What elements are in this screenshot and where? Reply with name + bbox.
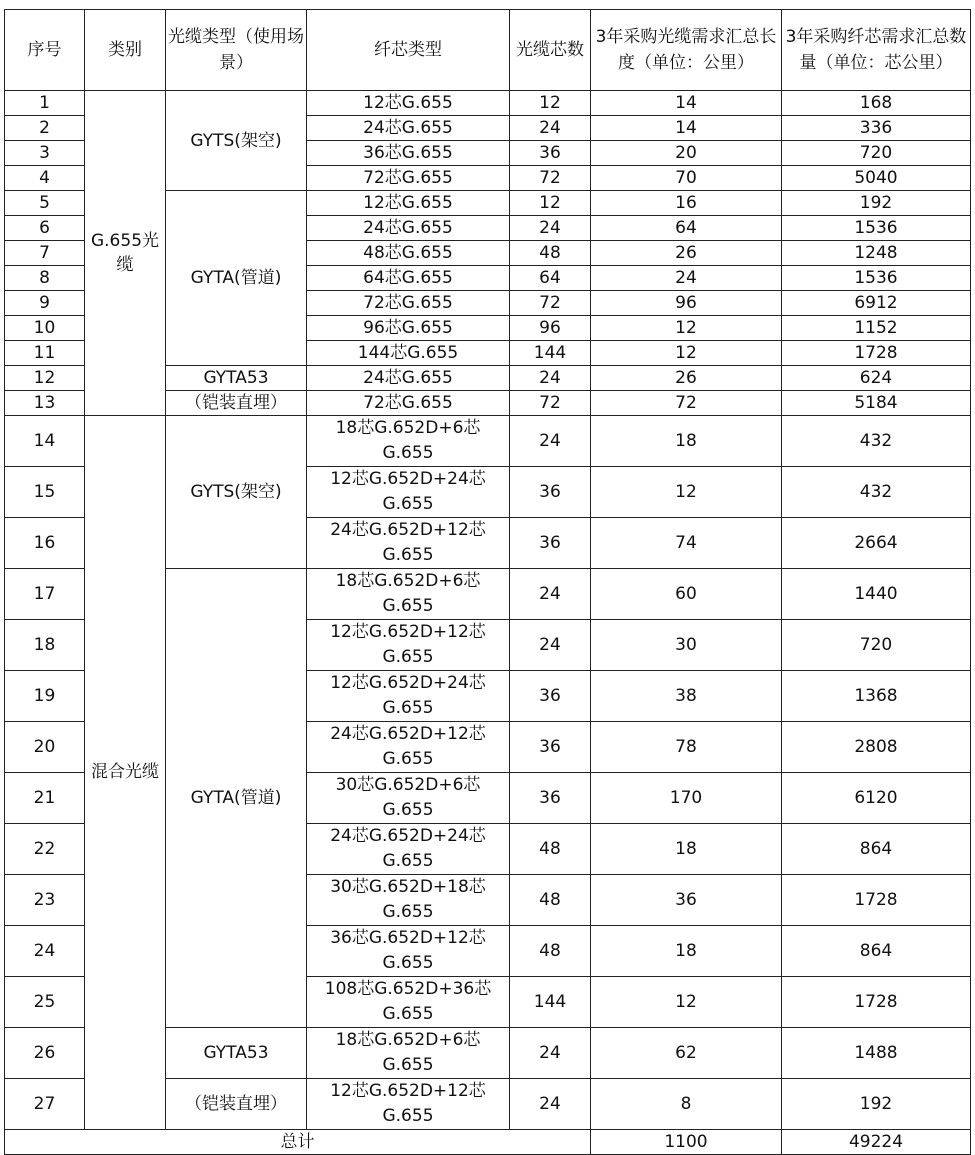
cable-type-cell-gyts: GYTS(架空) [166,416,307,569]
fiber-type-line1: 18芯G.652D+6芯 [335,1030,481,1050]
length-cell: 14 [591,91,782,116]
fiber-type-line1: 108芯G.652D+36芯 [324,979,492,999]
cores-cell: 36 [510,773,591,824]
length-cell: 8 [591,1079,782,1130]
fiber-type-line1: 18芯G.652D+6芯 [335,571,481,591]
cores-cell: 64 [510,266,591,291]
cable-type-cell-gyta53: GYTA53 [166,1028,307,1079]
length-cell: 64 [591,216,782,241]
fiber-type-line1: 12芯G.652D+24芯 [330,469,486,489]
fiber-km-cell: 1728 [782,875,971,926]
cores-cell: 24 [510,569,591,620]
fiber-km-cell: 1152 [782,316,971,341]
category-cell-g655: G.655光缆 [85,91,166,416]
fiber-type-line2: G.655 [382,902,434,922]
cores-cell: 24 [510,1028,591,1079]
fiber-type-cell [307,722,510,773]
fiber-km-cell: 1368 [782,671,971,722]
fiber-type-line2: G.655 [382,494,434,514]
cores-cell: 12 [510,191,591,216]
seq-cell: 4 [5,166,85,191]
fiber-km-cell: 720 [782,620,971,671]
fiber-km-cell: 192 [782,191,971,216]
length-cell: 60 [591,569,782,620]
fiber-type-cell [307,569,510,620]
header-seq: 序号 [5,10,85,91]
fiber-type-cell [307,977,510,1028]
total-fiber-km: 49224 [782,1130,971,1155]
fiber-type-line1: 24芯G.652D+24芯 [330,826,486,846]
header-fiber-km: 3年采购纤芯需求汇总数量（单位：芯公里） [782,10,971,91]
cores-cell: 72 [510,391,591,416]
fiber-type-cell [307,467,510,518]
category-cell-mixed: 混合光缆 [85,416,166,1130]
cores-cell: 36 [510,671,591,722]
seq-cell: 6 [5,216,85,241]
seq-cell: 18 [5,620,85,671]
fiber-type-line1: 30芯G.652D+6芯 [335,775,481,795]
fiber-type-line2: G.655 [382,1004,434,1024]
seq-cell: 1 [5,91,85,116]
fiber-type-cell: 24芯G.655 [307,216,510,241]
cores-cell: 48 [510,875,591,926]
fiber-km-cell: 192 [782,1079,971,1130]
fiber-km-cell: 1536 [782,216,971,241]
seq-cell: 20 [5,722,85,773]
header-cores: 光缆芯数 [510,10,591,91]
length-cell: 38 [591,671,782,722]
seq-cell: 19 [5,671,85,722]
fiber-km-cell: 1488 [782,1028,971,1079]
seq-cell: 8 [5,266,85,291]
fiber-km-cell: 2664 [782,518,971,569]
fiber-km-cell: 864 [782,926,971,977]
fiber-km-cell: 1728 [782,977,971,1028]
fiber-km-cell: 2808 [782,722,971,773]
length-cell: 24 [591,266,782,291]
length-cell: 26 [591,241,782,266]
length-cell: 170 [591,773,782,824]
fiber-km-cell: 5184 [782,391,971,416]
cable-type-cell-gyta: GYTA(管道) [166,569,307,1028]
seq-cell: 27 [5,1079,85,1130]
cable-type-cell-gyta: GYTA(管道) [166,191,307,366]
procurement-table [4,9,971,1155]
fiber-type-cell: 72芯G.655 [307,166,510,191]
cores-cell: 24 [510,366,591,391]
fiber-km-cell: 1248 [782,241,971,266]
fiber-type-cell [307,620,510,671]
length-cell: 20 [591,141,782,166]
fiber-type-cell [307,1079,510,1130]
cores-cell: 24 [510,116,591,141]
fiber-km-cell: 1536 [782,266,971,291]
fiber-type-cell: 24芯G.655 [307,366,510,391]
fiber-type-line2: G.655 [382,1055,434,1075]
cores-cell: 36 [510,141,591,166]
fiber-km-cell: 624 [782,366,971,391]
seq-cell: 5 [5,191,85,216]
cores-cell: 72 [510,166,591,191]
fiber-km-cell: 336 [782,116,971,141]
length-cell: 16 [591,191,782,216]
length-cell: 12 [591,467,782,518]
seq-cell: 17 [5,569,85,620]
length-cell: 18 [591,926,782,977]
table-row [5,91,971,116]
cores-cell: 12 [510,91,591,116]
fiber-km-cell: 1728 [782,341,971,366]
fiber-type-line1: 30芯G.652D+18芯 [330,877,486,897]
fiber-type-line1: 12芯G.652D+24芯 [330,673,486,693]
fiber-type-cell: 72芯G.655 [307,291,510,316]
fiber-type-line2: G.655 [382,698,434,718]
fiber-type-line2: G.655 [382,851,434,871]
fiber-type-line1: 36芯G.652D+12芯 [330,928,486,948]
length-cell: 12 [591,977,782,1028]
fiber-type-line2: G.655 [382,596,434,616]
fiber-type-cell [307,518,510,569]
cores-cell: 48 [510,824,591,875]
cable-type-cell-gyta53: GYTA53 [166,366,307,391]
fiber-type-cell [307,824,510,875]
length-cell: 74 [591,518,782,569]
fiber-type-cell: 12芯G.655 [307,191,510,216]
cores-cell: 144 [510,341,591,366]
fiber-km-cell: 6912 [782,291,971,316]
length-cell: 96 [591,291,782,316]
cores-cell: 72 [510,291,591,316]
seq-cell: 24 [5,926,85,977]
fiber-type-cell: 72芯G.655 [307,391,510,416]
seq-cell: 12 [5,366,85,391]
fiber-type-cell [307,875,510,926]
cores-cell: 96 [510,316,591,341]
fiber-type-line2: G.655 [382,953,434,973]
fiber-type-cell [307,671,510,722]
header-cable-type: 光缆类型（使用场景） [166,10,307,91]
cores-cell: 24 [510,620,591,671]
cable-type-cell-armored: （铠装直埋） [166,391,307,416]
fiber-type-cell [307,926,510,977]
seq-cell: 14 [5,416,85,467]
seq-cell: 10 [5,316,85,341]
seq-cell: 22 [5,824,85,875]
fiber-type-line1: 18芯G.652D+6芯 [335,418,481,438]
length-cell: 14 [591,116,782,141]
length-cell: 72 [591,391,782,416]
cores-cell: 36 [510,518,591,569]
seq-cell: 9 [5,291,85,316]
cable-type-cell-gyts: GYTS(架空) [166,91,307,191]
length-cell: 26 [591,366,782,391]
fiber-type-line2: G.655 [382,647,434,667]
fiber-type-cell [307,1028,510,1079]
length-cell: 18 [591,824,782,875]
fiber-type-line2: G.655 [382,749,434,769]
fiber-km-cell: 5040 [782,166,971,191]
fiber-type-line2: G.655 [382,443,434,463]
fiber-type-cell: 12芯G.655 [307,91,510,116]
cable-type-cell-armored: （铠装直埋） [166,1079,307,1130]
seq-cell: 2 [5,116,85,141]
header-length: 3年采购光缆需求汇总长度（单位：公里） [591,10,782,91]
seq-cell: 15 [5,467,85,518]
fiber-type-line1: 24芯G.652D+12芯 [330,520,486,540]
fiber-km-cell: 6120 [782,773,971,824]
procurement-table-container [4,9,971,1155]
fiber-type-line1: 24芯G.652D+12芯 [330,724,486,744]
total-row [5,1130,971,1155]
fiber-type-cell: 24芯G.655 [307,116,510,141]
length-cell: 12 [591,316,782,341]
cores-cell: 36 [510,722,591,773]
header-fiber-type: 纤芯类型 [307,10,510,91]
length-cell: 62 [591,1028,782,1079]
fiber-type-cell: 36芯G.655 [307,141,510,166]
fiber-km-cell: 1440 [782,569,971,620]
cores-cell: 48 [510,241,591,266]
table-row [5,416,971,467]
header-row [5,10,971,91]
length-cell: 30 [591,620,782,671]
seq-cell: 13 [5,391,85,416]
fiber-type-line1: 12芯G.652D+12芯 [330,1081,486,1101]
seq-cell: 23 [5,875,85,926]
seq-cell: 11 [5,341,85,366]
fiber-type-cell: 64芯G.655 [307,266,510,291]
fiber-km-cell: 168 [782,91,971,116]
total-label: 总计 [5,1130,591,1155]
cores-cell: 48 [510,926,591,977]
seq-cell: 3 [5,141,85,166]
fiber-type-line2: G.655 [382,800,434,820]
fiber-type-line2: G.655 [382,545,434,565]
seq-cell: 25 [5,977,85,1028]
fiber-km-cell: 432 [782,416,971,467]
header-category: 类别 [85,10,166,91]
cores-cell: 24 [510,216,591,241]
fiber-type-cell: 96芯G.655 [307,316,510,341]
fiber-type-cell [307,773,510,824]
fiber-type-line2: G.655 [382,1106,434,1126]
length-cell: 70 [591,166,782,191]
fiber-km-cell: 864 [782,824,971,875]
fiber-km-cell: 432 [782,467,971,518]
length-cell: 12 [591,341,782,366]
seq-cell: 7 [5,241,85,266]
fiber-type-line1: 12芯G.652D+12芯 [330,622,486,642]
seq-cell: 16 [5,518,85,569]
fiber-type-cell: 144芯G.655 [307,341,510,366]
cores-cell: 24 [510,1079,591,1130]
fiber-type-cell: 48芯G.655 [307,241,510,266]
seq-cell: 26 [5,1028,85,1079]
fiber-km-cell: 720 [782,141,971,166]
length-cell: 36 [591,875,782,926]
seq-cell: 21 [5,773,85,824]
cores-cell: 144 [510,977,591,1028]
length-cell: 18 [591,416,782,467]
cores-cell: 24 [510,416,591,467]
fiber-type-cell [307,416,510,467]
length-cell: 78 [591,722,782,773]
total-length: 1100 [591,1130,782,1155]
cores-cell: 36 [510,467,591,518]
